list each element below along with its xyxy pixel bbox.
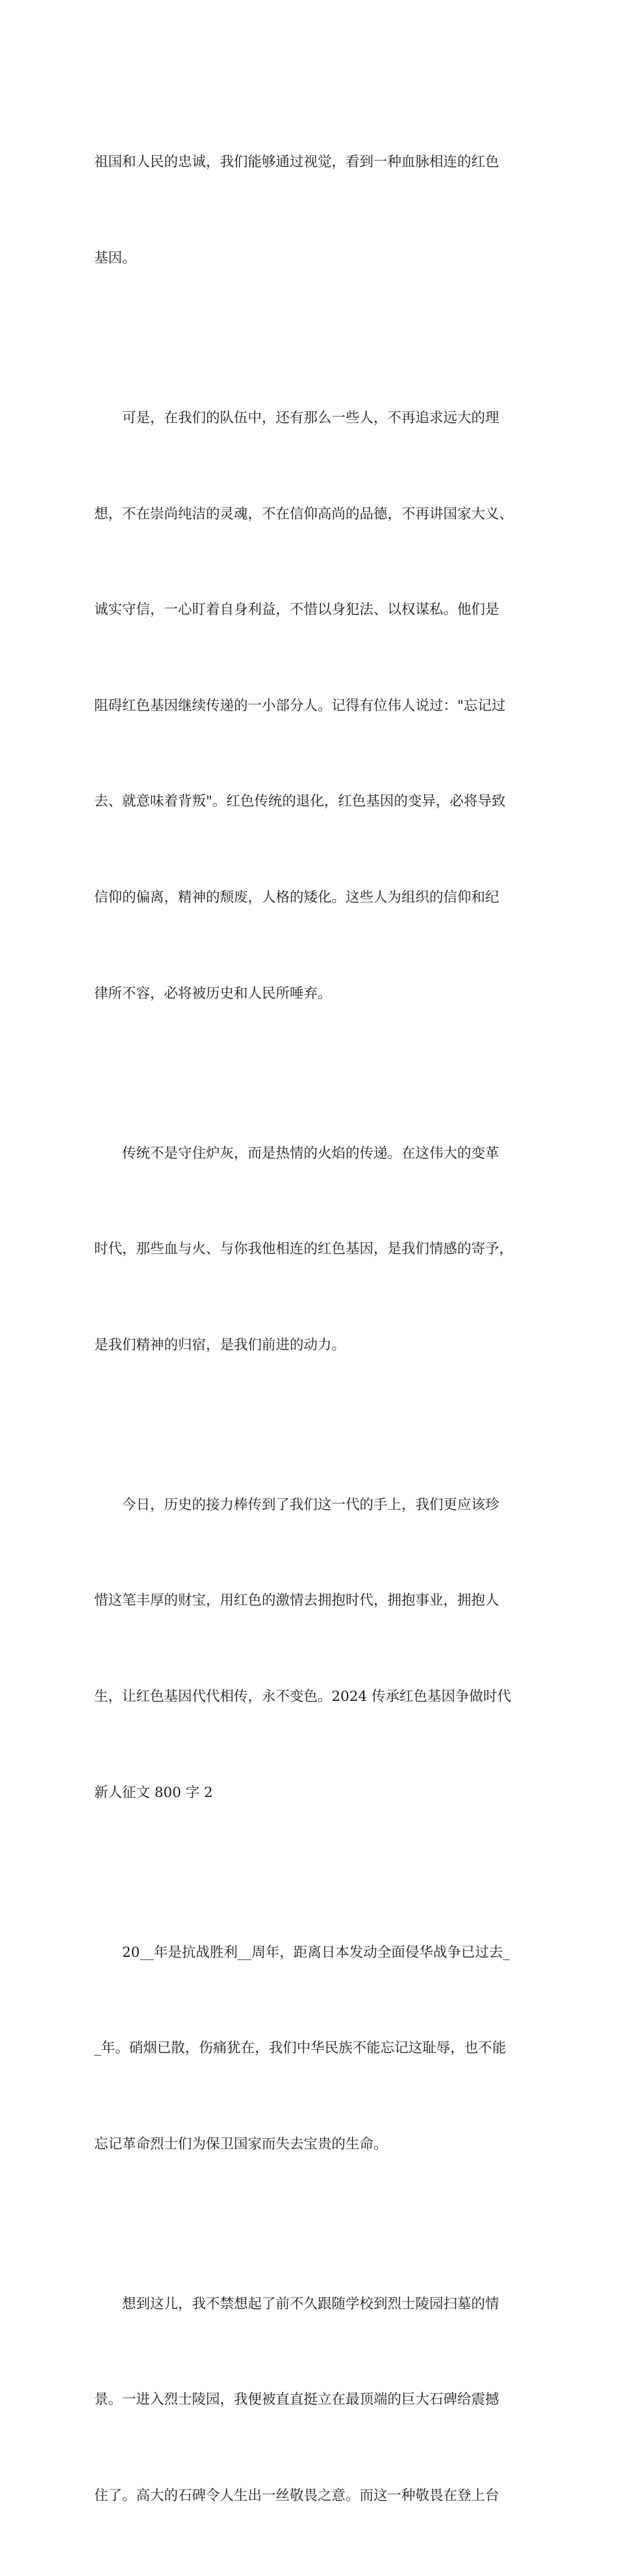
text-line: 律所不容，必将被历史和人民所唾弃。 <box>94 985 332 1002</box>
text-line: 去、就意味着背叛"。红色传统的退化，红色基因的变异，必将导致 <box>94 793 506 810</box>
text-line: 20__年是抗战胜利__周年，距离日本发动全面侵华战争已过去_ <box>94 1944 510 1961</box>
text-line: 生，让红色基因代代相传，永不变色。2024 传承红色基因争做时代 <box>94 1688 512 1705</box>
text-line: _年。硝烟已散，伤痛犹在，我们中华民族不能忘记这耻辱，也不能 <box>94 2040 507 2057</box>
paragraph-5 <box>94 1872 536 2224</box>
text-line: 是我们精神的归宿，是我们前进的动力。 <box>94 1336 346 1353</box>
text-line: 想，不在崇尚纯洁的灵魂，不在信仰高尚的品德，不再讲国家大义、 <box>94 505 514 522</box>
text-line: 诚实守信，一心盯着自身利益，不惜以身犯法、以权谋私。他们是 <box>94 602 499 618</box>
text-line: 传统不是守住炉灰，而是热情的火焰的传递。在这伟大的变革 <box>94 1145 499 1162</box>
paragraph-3 <box>94 1073 536 1425</box>
paragraph-4 <box>94 1425 536 1872</box>
paragraph-6 <box>94 2224 536 2575</box>
text-line: 阻碍红色基因继续传递的一小部分人。记得有位伟人说过："忘记过 <box>94 697 506 714</box>
text-line: 景。一进入烈士陵园，我便被直直挺立在最顶端的巨大石碑给震撼 <box>94 2391 499 2408</box>
text-line: 今日，历史的接力棒传到了我们这一代的手上，我们更应该珍 <box>94 1496 499 1513</box>
text-line: 住了。高大的石碑令人生出一丝敬畏之意。而这一种敬畏在登上台 <box>94 2487 499 2504</box>
text-line: 信仰的偏离，精神的颓废，人格的矮化。这些人为组织的信仰和纪 <box>94 889 499 906</box>
paragraph-2 <box>94 338 536 1074</box>
text-line: 忘记革命烈士们为保卫国家而失去宝贵的生命。 <box>94 2136 388 2152</box>
text-line: 新人征文 800 字 2 <box>94 1784 213 1801</box>
text-line: 基因。 <box>94 250 136 266</box>
text-line: 祖国和人民的忠诚，我们能够通过视觉，看到一种血脉相连的红色 <box>94 154 499 171</box>
document-body <box>94 83 536 2576</box>
text-line: 想到这儿，我不禁想起了前不久跟随学校到烈士陵园扫墓的情 <box>94 2295 499 2312</box>
text-line: 时代，那些血与火、与你我他相连的红色基因，是我们情感的寄予， <box>94 1241 514 1258</box>
text-line: 惜这笔丰厚的财宝，用红色的激情去拥抱时代，拥抱事业，拥抱人 <box>94 1592 499 1609</box>
text-line: 可是，在我们的队伍中，还有那么一些人，不再追求远大的理 <box>94 410 499 426</box>
paragraph-1 <box>94 83 536 338</box>
